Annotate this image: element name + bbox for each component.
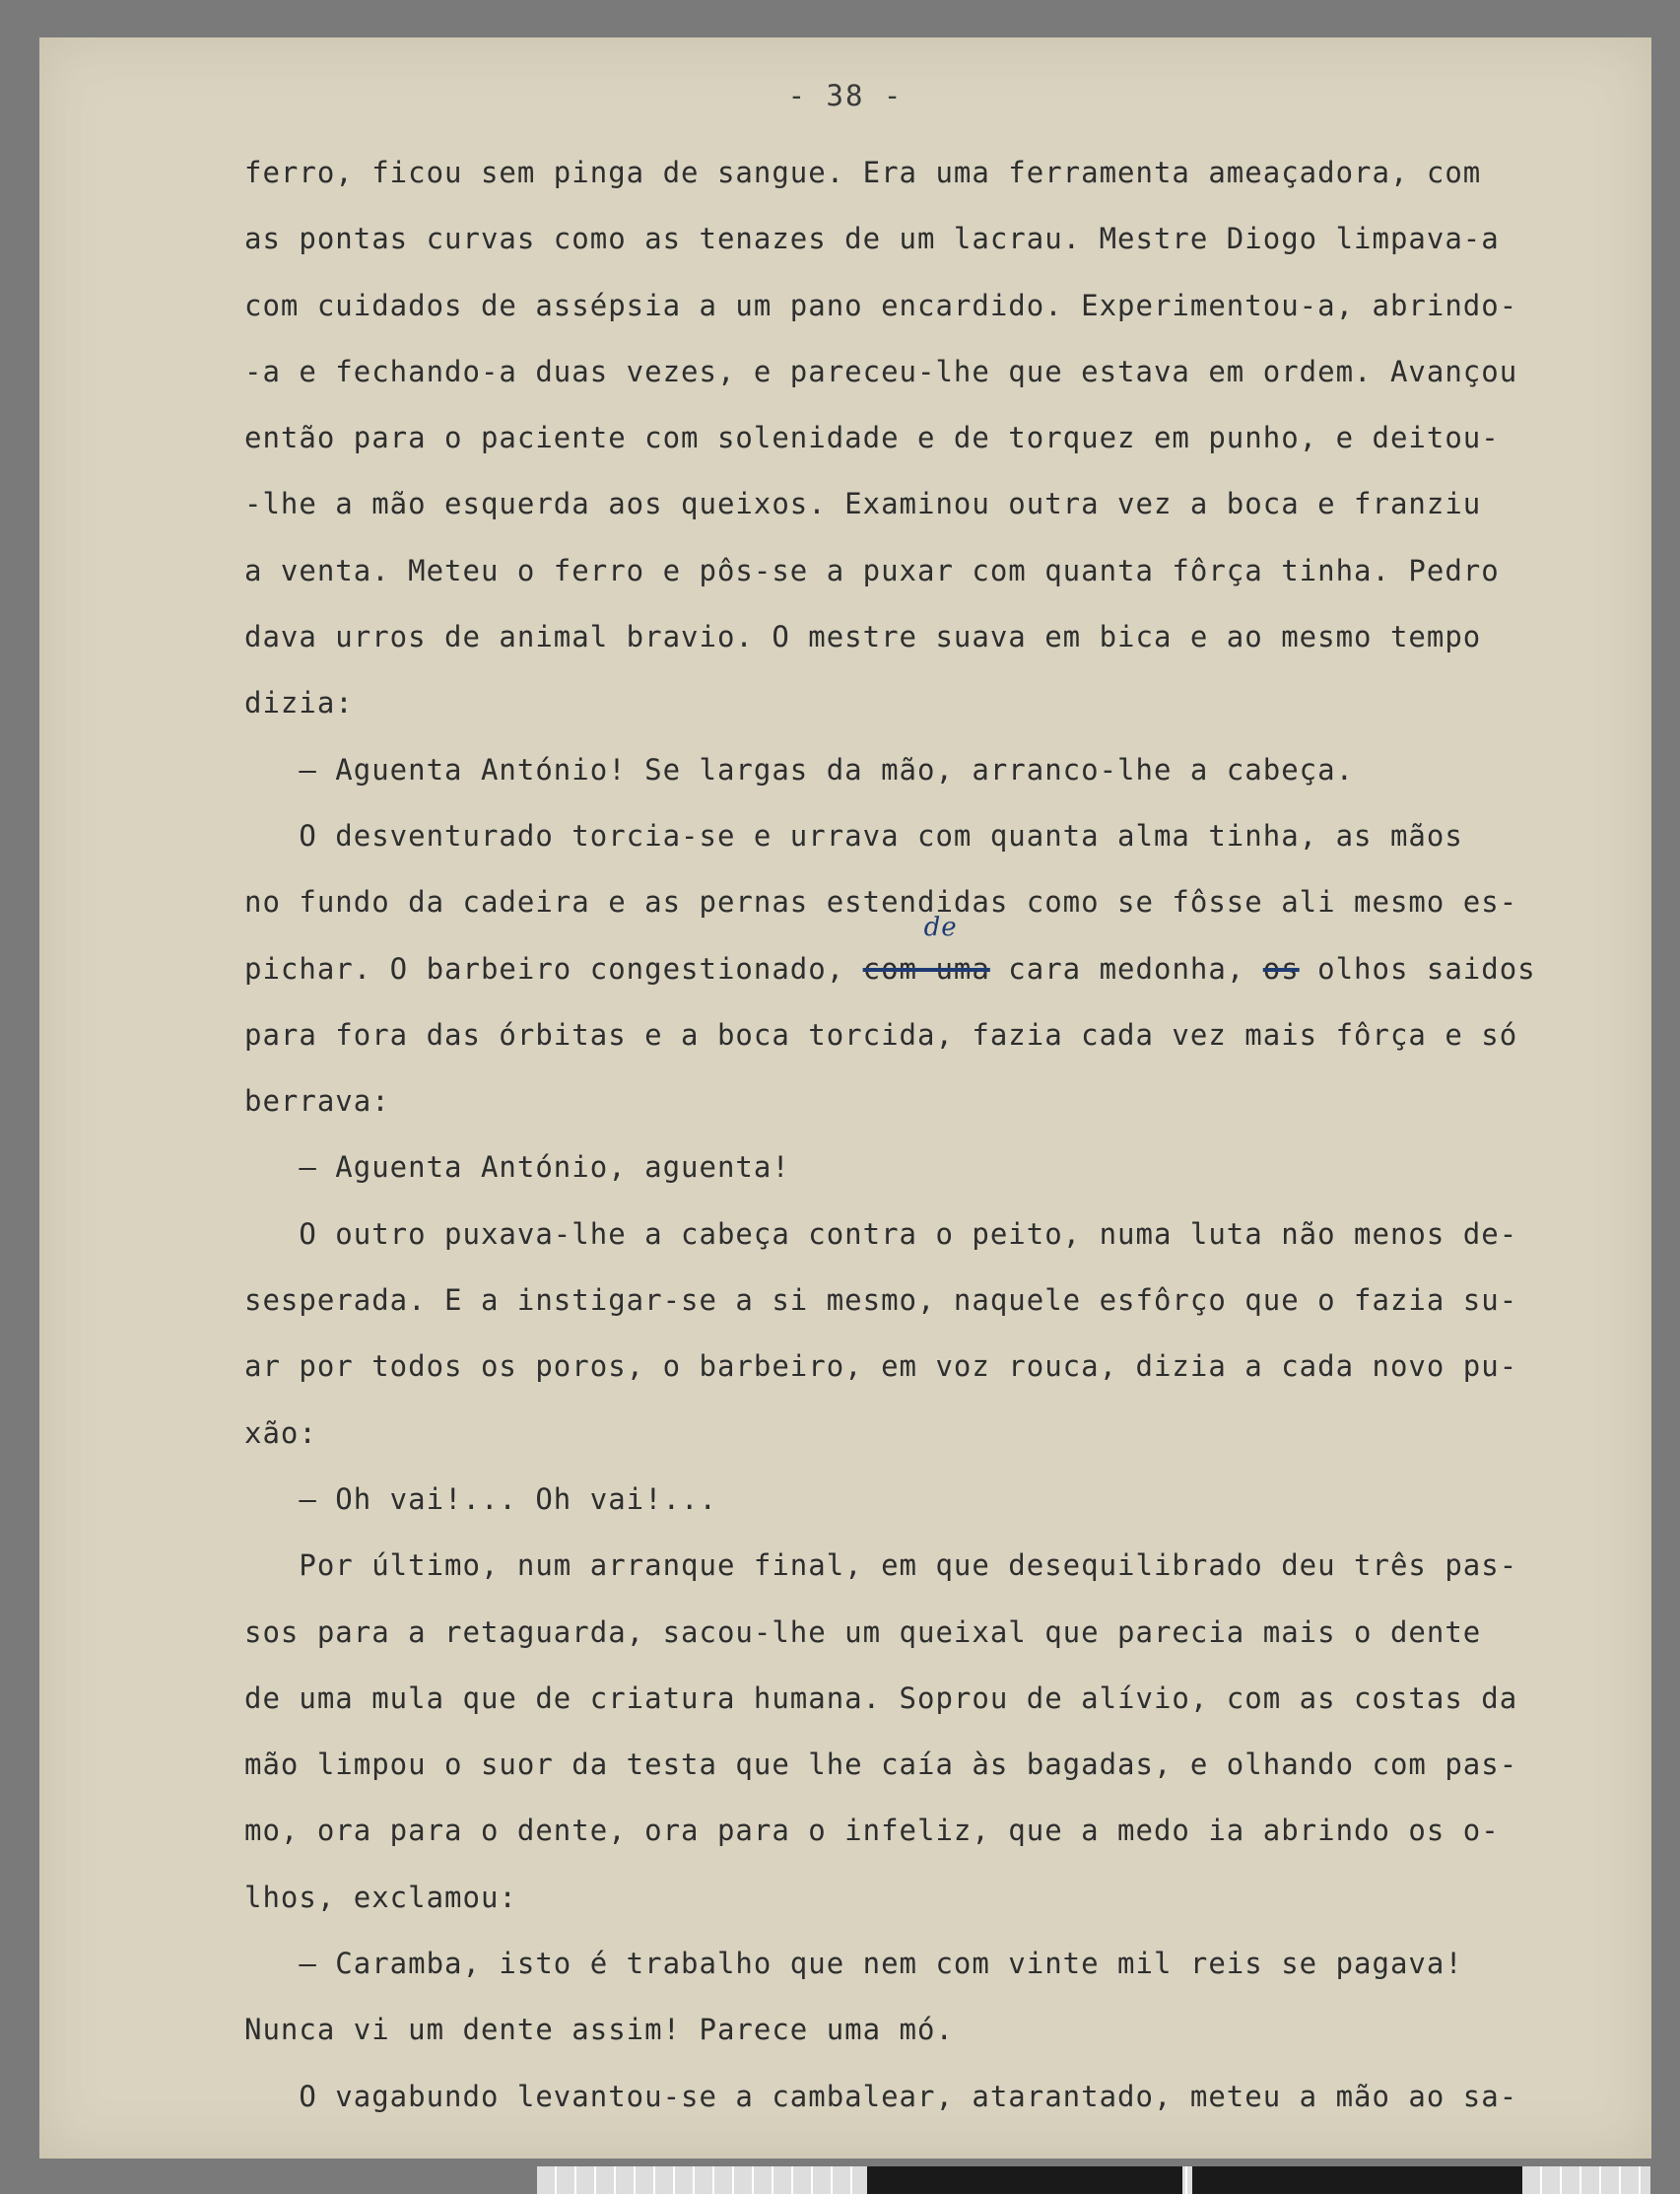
dialogue-line: — Caramba, isto é trabalho que nem com vinte mil reis se pagava!	[244, 1947, 1463, 1981]
inserted-word: de	[923, 912, 958, 942]
text-line: lhos, exclamou:	[244, 1880, 517, 1914]
handwritten-correction	[862, 912, 990, 1002]
text-line: mo, ora para o dente, ora para o infeliz, que a medo ia abrindo os o-	[244, 1814, 1500, 1848]
text-line: O desventurado torcia-se e urrava com quanta alma tinha, as mãos	[244, 818, 1463, 853]
text-line: a venta. Meteu o ferro e pôs-se a puxar com quanta fôrça tinha. Pedro	[244, 553, 1500, 587]
typescript-page	[39, 37, 1651, 2159]
dialogue-line: — Aguenta António, aguenta!	[244, 1150, 790, 1185]
text-line: no fundo da cadeira e as pernas estendidas como se fôsse ali mesmo es-	[244, 885, 1518, 920]
text-line: sesperada. E a instigar-se a si mesmo, naquele esfôrço que o fazia su-	[244, 1283, 1518, 1318]
text-line: ferro, ficou sem pinga de sangue. Era uma ferramenta ameaçadora, com	[244, 156, 1482, 189]
text-line: O vagabundo levantou-se a cambalear, atarantado, meteu a mão ao sa-	[244, 2079, 1518, 2113]
text-line: dava urros de animal bravio. O mestre suava em bica e ao mesmo tempo	[244, 620, 1482, 654]
text-segment: cara medonha,	[989, 951, 1263, 986]
text-line: para fora das órbitas e a boca torcida, fazia cada vez mais fôrça e só	[244, 1017, 1518, 1052]
text-line: as pontas curvas como as tenazes de um lacrau. Mestre Diogo limpava-a	[244, 222, 1500, 256]
dialogue-line: — Oh vai!... Oh vai!...	[244, 1481, 717, 1516]
page-body	[244, 140, 1653, 2130]
dialogue-line: — Aguenta António! Se largas da mão, arranco-lhe a cabeça.	[244, 752, 1355, 787]
text-segment: pichar. O barbeiro congestionado,	[244, 951, 863, 986]
text-line: de uma mula que de criatura humana. Soprou de alívio, com as costas da	[244, 1680, 1518, 1715]
text-line: Nunca vi um dente assim! Parece uma mó.	[244, 2013, 954, 2047]
scale-block	[867, 2166, 1182, 2194]
text-line: berrava:	[244, 1084, 390, 1119]
text-line: -a e fechando-a duas vezes, e pareceu-lhe que estava em ordem. Avançou	[244, 354, 1518, 388]
struck-text: os	[1262, 951, 1300, 986]
text-line: Por último, num arranque final, em que desequilibrado deu três pas-	[244, 1548, 1518, 1583]
text-line: sos para a retaguarda, sacou-lhe um queixal que parecia mais o dente	[244, 1614, 1482, 1649]
text-line: ar por todos os poros, o barbeiro, em voz rouca, dizia a cada novo pu-	[244, 1349, 1518, 1384]
text-line: dizia:	[244, 686, 354, 720]
struck-text: com uma	[862, 951, 990, 986]
color-scale-bar	[537, 2166, 1650, 2194]
corrected-line	[244, 912, 1653, 1002]
page-number: - 38 -	[787, 79, 904, 112]
text-line: então para o paciente com solenidade e de torquez em punho, e deitou-	[244, 421, 1500, 455]
text-line: xão:	[244, 1415, 317, 1450]
scale-block	[1192, 2166, 1522, 2194]
text-segment: olhos saidos	[1299, 951, 1536, 986]
text-line: mão limpou o suor da testa que lhe caía às bagadas, e olhando com pas-	[244, 1748, 1518, 1782]
text-line: com cuidados de assépsia a um pano encardido. Experimentou-a, abrindo-	[244, 288, 1518, 322]
text-line: -lhe a mão esquerda aos queixos. Examinou outra vez a boca e franziu	[244, 487, 1482, 521]
text-line: O outro puxava-lhe a cabeça contra o peito, numa luta não menos de-	[244, 1216, 1518, 1251]
